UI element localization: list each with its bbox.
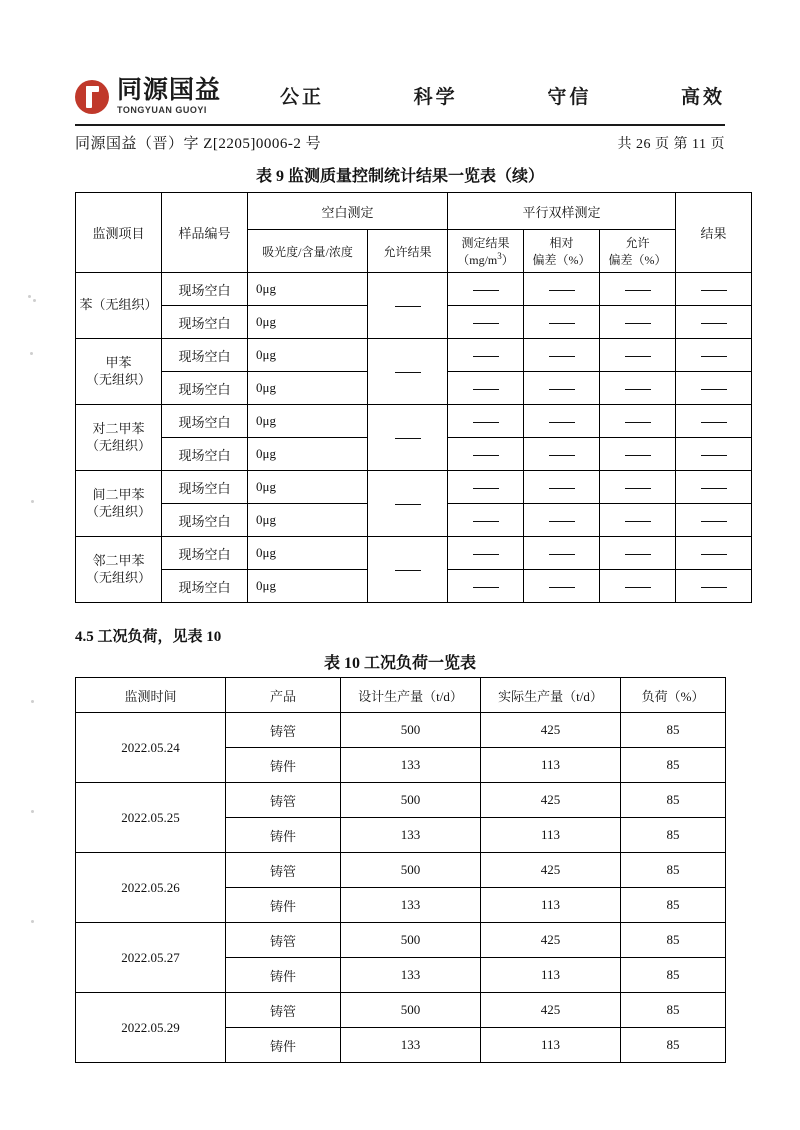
table10-header-row [76, 678, 726, 713]
cell-sample-no: 现场空白 [162, 537, 248, 570]
cell-actual: 425 [481, 853, 621, 888]
cell-sample-no: 现场空白 [162, 339, 248, 372]
cell-sample-no: 现场空白 [162, 405, 248, 438]
cell-allow-dev [600, 372, 676, 405]
section-heading: 4.5 工况负荷，见表 10 [75, 629, 222, 645]
row-item-label: 苯（无组织） [76, 273, 162, 339]
cell-load: 85 [621, 1028, 726, 1063]
cell-date: 2022.05.25 [76, 783, 226, 853]
th-unit-exponent: 3 [497, 251, 502, 261]
th-actual-output: 实际生产量（t/d） [481, 678, 621, 713]
cell-product: 铸件 [226, 818, 341, 853]
cell-blank-abs: 0μg [248, 537, 368, 570]
cell-blank-allow [368, 405, 448, 471]
cell-parallel-result [448, 438, 524, 471]
cell-load: 85 [621, 958, 726, 993]
scan-artifact [31, 500, 34, 503]
table-row [76, 713, 726, 748]
slogan-word-2: 科学 [413, 87, 458, 108]
cell-blank-allow [368, 339, 448, 405]
cell-allow-dev [600, 306, 676, 339]
cell-sample-no: 现场空白 [162, 438, 248, 471]
th-result: 结果 [676, 193, 752, 273]
th-item: 监测项目 [76, 193, 162, 273]
th-blank-allow: 允许结果 [368, 230, 448, 273]
th-relative-dev [524, 230, 600, 273]
cell-result [676, 339, 752, 372]
table-row [76, 923, 726, 958]
cell-blank-abs: 0μg [248, 438, 368, 471]
cell-actual: 113 [481, 818, 621, 853]
cell-date: 2022.05.27 [76, 923, 226, 993]
cell-relative-dev [524, 438, 600, 471]
load-table [75, 677, 726, 1063]
scan-artifact [31, 700, 34, 703]
row-item-label-line1: 间二甲苯 [92, 487, 145, 503]
th-allow-dev [600, 230, 676, 273]
cell-blank-abs: 0μg [248, 471, 368, 504]
header-divider [75, 124, 725, 126]
th-relative-dev-line1: 相对 [549, 236, 574, 250]
cell-parallel-result [448, 273, 524, 306]
cell-result [676, 570, 752, 603]
cell-result [676, 537, 752, 570]
cell-product: 铸件 [226, 748, 341, 783]
row-item-label [76, 405, 162, 471]
cell-parallel-result [448, 504, 524, 537]
cell-parallel-result [448, 339, 524, 372]
scan-artifact [31, 810, 34, 813]
table-row [76, 471, 752, 504]
cell-actual: 113 [481, 958, 621, 993]
scan-artifact [30, 352, 33, 355]
row-item-label-line2: （无组织） [85, 569, 151, 585]
th-design-output: 设计生产量（t/d） [341, 678, 481, 713]
document-header [75, 78, 725, 124]
cell-product: 铸管 [226, 853, 341, 888]
cell-date: 2022.05.24 [76, 713, 226, 783]
cell-design: 500 [341, 993, 481, 1028]
cell-design: 133 [341, 818, 481, 853]
slogan-word-1: 公正 [280, 87, 325, 108]
th-parallel-result-line1: 测定结果 [461, 236, 510, 250]
th-blank-abs: 吸光度/含量/浓度 [248, 230, 368, 273]
cell-parallel-result [448, 306, 524, 339]
cell-load: 85 [621, 923, 726, 958]
th-parallel-group: 平行双样测定 [448, 193, 676, 230]
slogan-word-3: 守信 [547, 87, 592, 108]
row-item-label [76, 537, 162, 603]
table-row [76, 993, 726, 1028]
cell-relative-dev [524, 570, 600, 603]
logo-name-en: TONGYUAN GUOYI [117, 105, 207, 115]
cell-sample-no: 现场空白 [162, 570, 248, 603]
row-item-label [76, 471, 162, 537]
cell-allow-dev [600, 570, 676, 603]
th-product: 产品 [226, 678, 341, 713]
table10-title: 表 10 工况负荷一览表 [323, 655, 476, 672]
cell-relative-dev [524, 273, 600, 306]
cell-relative-dev [524, 339, 600, 372]
th-load: 负荷（%） [621, 678, 726, 713]
th-parallel-result-line2: （mg/m [457, 253, 498, 267]
cell-sample-no: 现场空白 [162, 372, 248, 405]
cell-relative-dev [524, 537, 600, 570]
cell-blank-allow [368, 537, 448, 603]
cell-relative-dev [524, 471, 600, 504]
cell-allow-dev [600, 471, 676, 504]
cell-blank-abs: 0μg [248, 570, 368, 603]
th-parallel-result: 测定结果 $(mg/m^3)$ [448, 230, 524, 273]
cell-product: 铸件 [226, 1028, 341, 1063]
cell-actual: 425 [481, 923, 621, 958]
scan-artifact [28, 295, 31, 298]
cell-relative-dev [524, 372, 600, 405]
cell-relative-dev [524, 504, 600, 537]
cell-product: 铸管 [226, 713, 341, 748]
th-monitor-time: 监测时间 [76, 678, 226, 713]
th-blank-group: 空白测定 [248, 193, 448, 230]
cell-blank-abs: 0μg [248, 273, 368, 306]
company-logo [75, 78, 221, 115]
quality-control-table [75, 192, 752, 603]
cell-allow-dev [600, 339, 676, 372]
cell-design: 133 [341, 958, 481, 993]
row-item-label-line2: （无组织） [85, 503, 151, 519]
cell-load: 85 [621, 713, 726, 748]
cell-parallel-result [448, 537, 524, 570]
table-row [76, 273, 752, 306]
cell-date: 2022.05.29 [76, 993, 226, 1063]
cell-sample-no: 现场空白 [162, 306, 248, 339]
cell-load: 85 [621, 818, 726, 853]
cell-result [676, 504, 752, 537]
table-row [76, 339, 752, 372]
cell-actual: 113 [481, 1028, 621, 1063]
table-row [76, 853, 726, 888]
cell-design: 133 [341, 888, 481, 923]
cell-parallel-result [448, 471, 524, 504]
cell-result [676, 372, 752, 405]
cell-actual: 425 [481, 713, 621, 748]
cell-blank-allow [368, 471, 448, 537]
cell-load: 85 [621, 748, 726, 783]
cell-result [676, 273, 752, 306]
cell-sample-no: 现场空白 [162, 471, 248, 504]
cell-product: 铸管 [226, 923, 341, 958]
cell-blank-abs: 0μg [248, 306, 368, 339]
cell-blank-abs: 0μg [248, 405, 368, 438]
cell-allow-dev [600, 405, 676, 438]
cell-load: 85 [621, 853, 726, 888]
cell-product: 铸件 [226, 958, 341, 993]
cell-parallel-result [448, 372, 524, 405]
logo-text [117, 78, 221, 115]
scan-artifact [33, 299, 36, 302]
logo-mark-icon [75, 80, 109, 114]
cell-parallel-result [448, 570, 524, 603]
cell-blank-abs: 0μg [248, 504, 368, 537]
cell-design: 500 [341, 713, 481, 748]
page-number: 共 26 页 第 11 页 [617, 137, 725, 152]
table-row [76, 783, 726, 818]
cell-load: 85 [621, 888, 726, 923]
cell-parallel-result [448, 405, 524, 438]
cell-design: 133 [341, 1028, 481, 1063]
cell-allow-dev [600, 537, 676, 570]
cell-sample-no: 现场空白 [162, 504, 248, 537]
cell-product: 铸管 [226, 993, 341, 1028]
cell-result [676, 471, 752, 504]
scan-artifact [31, 920, 34, 923]
cell-load: 85 [621, 783, 726, 818]
cell-allow-dev [600, 504, 676, 537]
cell-sample-no: 现场空白 [162, 273, 248, 306]
th-allow-dev-line2: 偏差（%） [608, 253, 667, 267]
cell-actual: 113 [481, 748, 621, 783]
cell-allow-dev [600, 438, 676, 471]
cell-design: 500 [341, 853, 481, 888]
logo-name-cn: 同源国益 [117, 76, 222, 104]
th-allow-dev-line1: 允许 [625, 236, 650, 250]
table9-header-row-1 [76, 193, 752, 230]
cell-blank-allow [368, 273, 448, 339]
cell-allow-dev [600, 273, 676, 306]
cell-design: 500 [341, 923, 481, 958]
cell-result [676, 405, 752, 438]
cell-result [676, 438, 752, 471]
cell-actual: 425 [481, 783, 621, 818]
table-row [76, 405, 752, 438]
cell-load: 85 [621, 993, 726, 1028]
th-sample-no: 样品编号 [162, 193, 248, 273]
row-item-label [76, 339, 162, 405]
cell-result [676, 306, 752, 339]
document-meta-line [75, 132, 725, 153]
table-row [76, 537, 752, 570]
document-number: 同源国益（晋）字 Z[2205]0006-2 号 [75, 136, 322, 152]
cell-product: 铸件 [226, 888, 341, 923]
row-item-label-line1: 邻二甲苯 [92, 553, 145, 569]
row-item-label-line1: 甲苯 [105, 355, 132, 371]
cell-date: 2022.05.26 [76, 853, 226, 923]
cell-actual: 425 [481, 993, 621, 1028]
cell-product: 铸管 [226, 783, 341, 818]
cell-design: 500 [341, 783, 481, 818]
row-item-label-line2: （无组织） [85, 437, 151, 453]
cell-relative-dev [524, 306, 600, 339]
cell-design: 133 [341, 748, 481, 783]
cell-blank-abs: 0μg [248, 339, 368, 372]
row-item-label-line2: （无组织） [85, 371, 151, 387]
slogan-row [280, 82, 725, 109]
cell-actual: 113 [481, 888, 621, 923]
row-item-label-line1: 对二甲苯 [92, 421, 145, 437]
table9-title: 表 9 监测质量控制统计结果一览表（续） [255, 168, 544, 185]
th-relative-dev-line2: 偏差（%） [532, 253, 591, 267]
cell-relative-dev [524, 405, 600, 438]
cell-blank-abs: 0μg [248, 372, 368, 405]
slogan-word-4: 高效 [680, 87, 725, 108]
